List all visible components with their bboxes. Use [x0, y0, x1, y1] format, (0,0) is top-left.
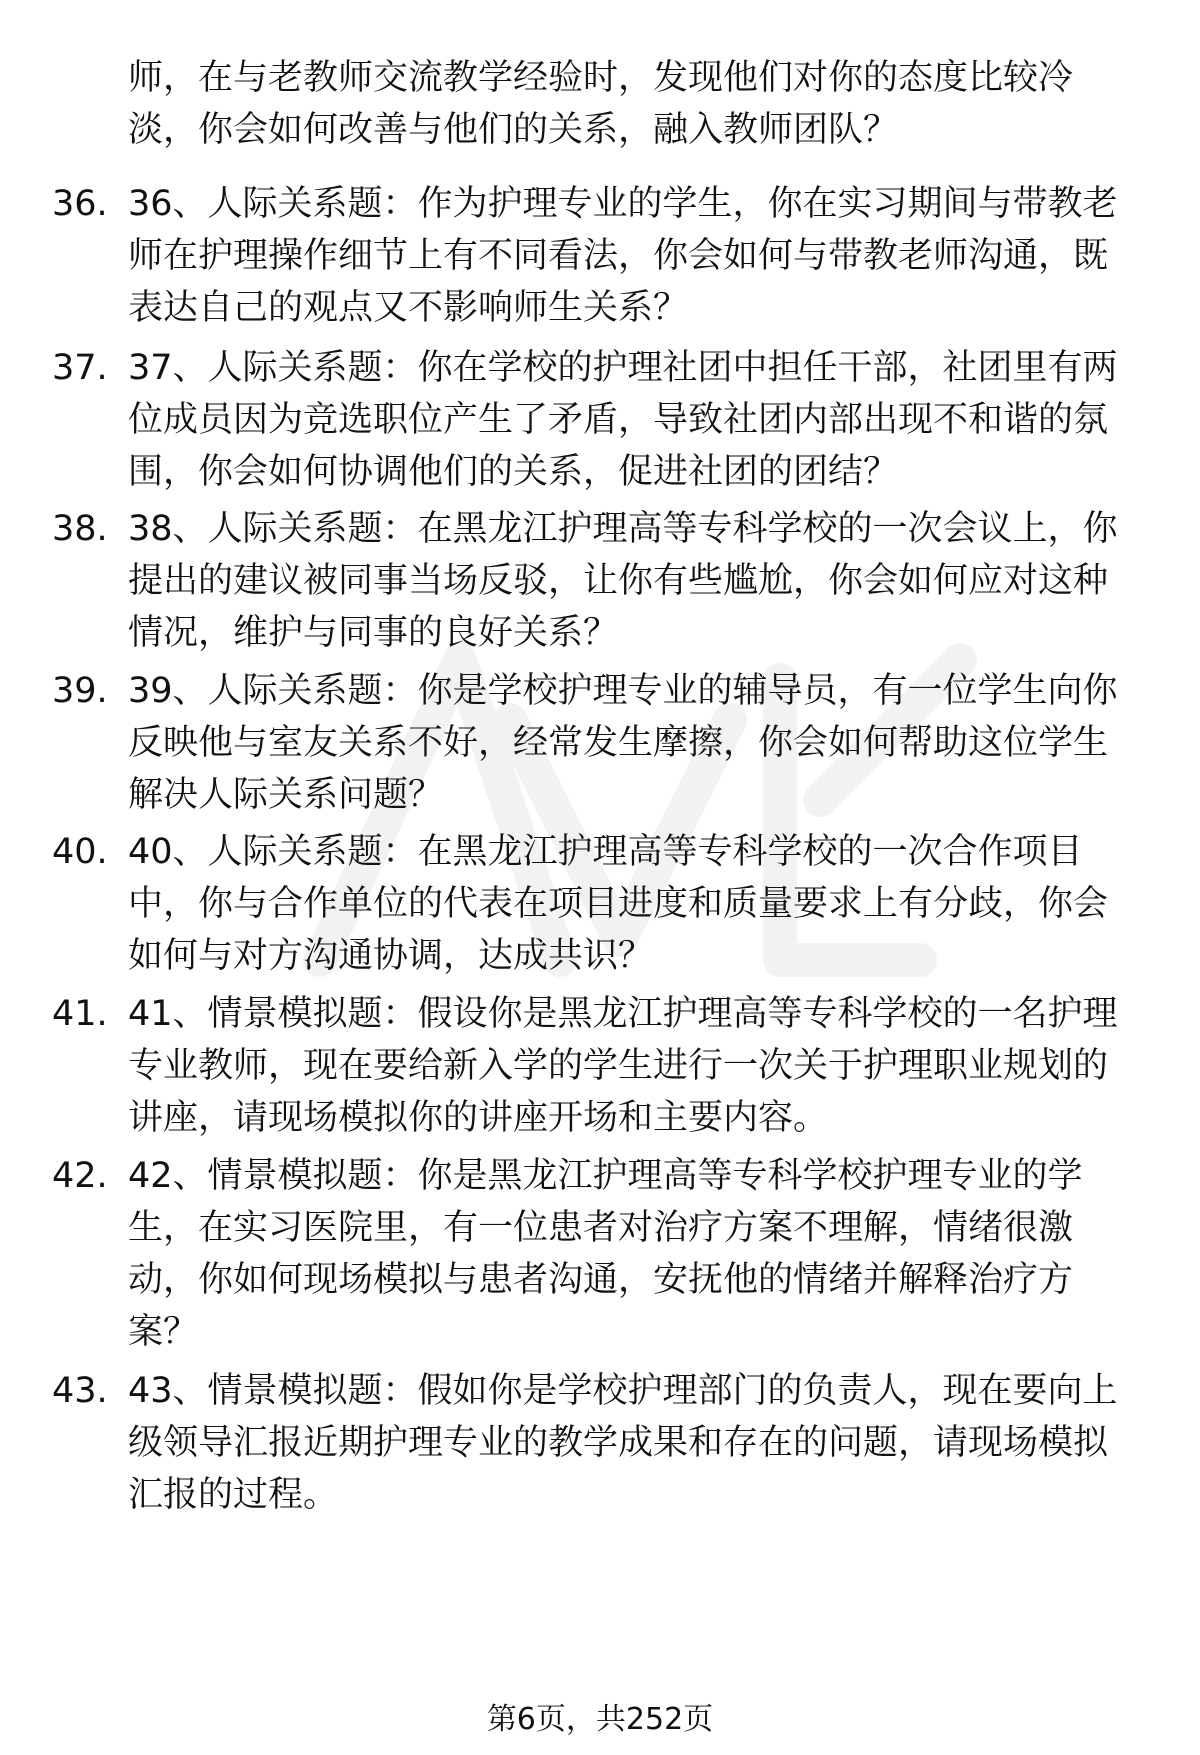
page-footer: 第6页，共252页: [486, 1702, 714, 1737]
question-text: 42、情景模拟题：你是黑龙江护理高等专科学校护理专业的学 生，在实习医院里，有一位患者对治疗方案不理解，情绪很激 动，你如何现场模拟与患者沟通，安抚他的情绪并解释治疗方 案？: [128, 1156, 1083, 1352]
question-number: 36.: [52, 184, 108, 224]
question-text: 36、人际关系题：作为护理专业的学生，你在实习期间与带教老 师在护理操作细节上有不同看法，你会如何与带教老师沟通，既 表达自己的观点又不影响师生关系？: [128, 184, 1118, 328]
question-text: 43、情景模拟题：假如你是学校护理部门的负责人，现在要向上 级领导汇报近期护理专业的教学成果和存在的问题，请现场模拟 汇报的过程。: [128, 1371, 1118, 1515]
question-number: 39.: [52, 671, 108, 711]
question-text: 38、人际关系题：在黑龙江护理高等专科学校的一次会议上，你 提出的建议被同事当场反驳，让你有些尴尬，你会如何应对这种 情况，维护与同事的良好关系？: [128, 509, 1118, 653]
question-text: 41、情景模拟题：假设你是黑龙江护理高等专科学校的一名护理 专业教师，现在要给新入学的学生进行一次关于护理职业规划的 讲座，请现场模拟你的讲座开场和主要内容。: [128, 994, 1118, 1138]
question-number: 40.: [52, 832, 108, 872]
question-text: 37、人际关系题：你在学校的护理社团中担任干部，社团里有两 位成员因为竞选职位产生了矛盾，导致社团内部出现不和谐的氛 围，你会如何协调他们的关系，促进社团的团结？: [128, 348, 1118, 492]
question-text: 40、人际关系题：在黑龙江护理高等专科学校的一次合作项目 中，你与合作单位的代表在项目进度和质量要求上有分歧，你会 如何与对方沟通协调，达成共识？: [128, 832, 1109, 976]
question-number: 38.: [52, 509, 108, 549]
continued-question-text: 师，在与老教师交流教学经验时，发现他们对你的态度比较冷 淡，你会如何改善与他们的关系，融入教师团队？: [128, 58, 1074, 150]
question-text: 39、人际关系题：你是学校护理专业的辅导员，有一位学生向你 反映他与室友关系不好，经常发生摩擦，你会如何帮助这位学生 解决人际关系问题？: [128, 671, 1118, 815]
question-number: 41.: [52, 994, 108, 1034]
question-number: 42.: [52, 1156, 108, 1196]
question-number: 43.: [52, 1371, 108, 1411]
question-number: 37.: [52, 348, 108, 388]
